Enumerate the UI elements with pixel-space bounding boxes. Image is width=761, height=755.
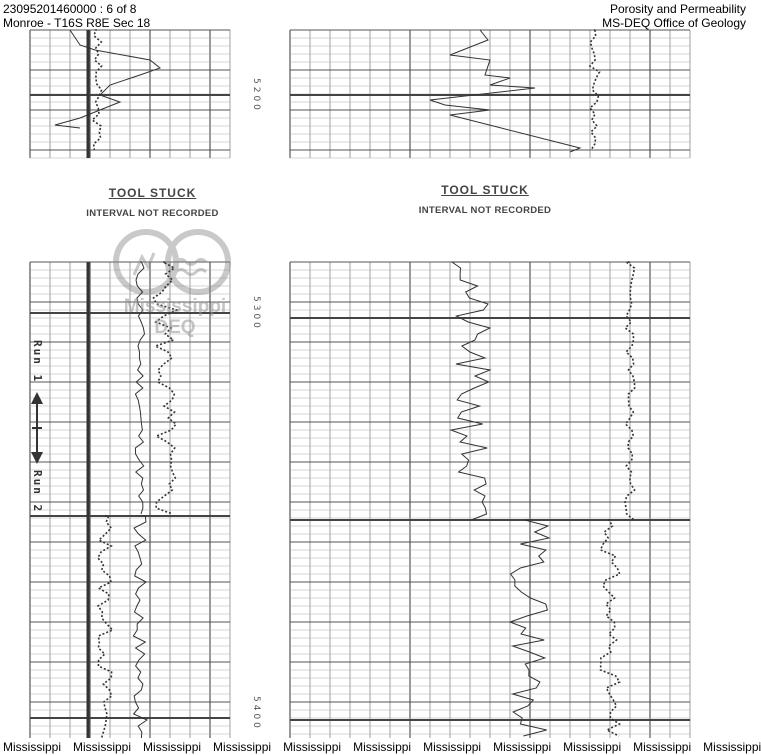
footer-mississippi-text: Mississippi (423, 740, 482, 754)
footer-mississippi-text: Mississippi (143, 740, 202, 754)
log-grid-right-upper (290, 30, 690, 158)
header-right (602, 2, 746, 30)
footer-mississippi-text: Mississippi (73, 740, 132, 754)
depth-label-5200: 5200 (251, 78, 261, 113)
run-boundary-arrow-icon (29, 392, 45, 464)
tool-stuck-stamp-right (385, 183, 585, 216)
footer-mississippi-text: Mississippi (633, 740, 692, 754)
well-location: Monroe - T16S R8E Sec 18 (3, 16, 151, 30)
watermark-text-deq: DEQ (154, 317, 196, 338)
interval-not-recorded: INTERVAL NOT RECORDED (86, 208, 219, 219)
porosity-curve (590, 30, 600, 150)
resistivity-curve (451, 262, 490, 520)
depth-label-5300: 5300 (251, 296, 261, 331)
watermark-text-mississippi: Mississippi (123, 296, 227, 317)
run-1-label: Run 1 (31, 340, 44, 384)
log-grid-right-lower (290, 262, 690, 738)
log-curves (55, 30, 635, 738)
footer-mississippi-text: Mississippi (703, 740, 761, 754)
footer-mississippi-text: Mississippi (283, 740, 342, 754)
agency-name: MS-DEQ Office of Geology (602, 16, 746, 30)
footer-mississippi-text: Mississippi (493, 740, 552, 754)
footer-mississippi-text: Mississippi (353, 740, 412, 754)
footer-mississippi-text: Mississippi (563, 740, 622, 754)
header-left (3, 2, 150, 30)
footer-watermark-strip (0, 740, 761, 755)
porosity-curve (92, 30, 101, 150)
depth-label-5400: 5400 (251, 696, 261, 731)
log-type: Porosity and Permeability (609, 2, 746, 16)
footer-mississippi-text: Mississippi (3, 740, 62, 754)
log-grid-left-upper (30, 30, 230, 158)
interval-not-recorded: INTERVAL NOT RECORDED (418, 205, 552, 216)
run-2-label: Run 2 (31, 470, 44, 514)
resistivity-curve (55, 30, 160, 128)
footer-mississippi-text: Mississippi (213, 740, 272, 754)
well-id-page: 23095201460000 : 6 of 8 (3, 2, 137, 16)
sp-curve (133, 516, 147, 738)
tool-stuck-title: TOOL STUCK (108, 186, 197, 200)
tool-stuck-title: TOOL STUCK (441, 183, 529, 197)
tool-stuck-stamp-left (60, 186, 245, 219)
porosity-curve (98, 516, 113, 738)
